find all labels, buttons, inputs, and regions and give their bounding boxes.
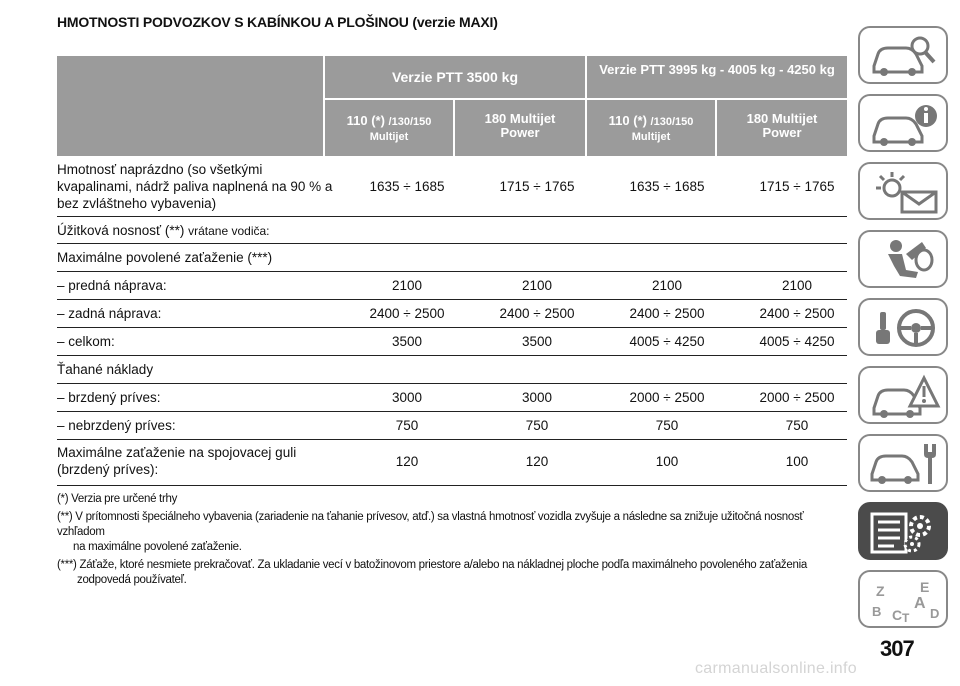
tab-airbag-seat[interactable]	[858, 230, 948, 288]
header-group-maxi	[587, 56, 847, 98]
row-label: – celkom:	[57, 334, 115, 349]
row-value: 2100	[521, 278, 553, 293]
table-row	[57, 383, 847, 411]
footnote: (***) Záťaže, ktoré nesmiete prekračovať. Za ukladanie vecí v batožinovom priestore a/alebo na nákladnej ploche podľa maximálneho povoleného zaťaženia	[57, 559, 807, 571]
footnote: (**) V prítomnosti špeciálneho vybavenia (zariadenie na ťahanie prívesov, atď.) sa vlastná hmotnosť vozidla zvyšuje a následne sa znižuje užitočná nosnosť vzhľadom	[57, 511, 804, 538]
table-row	[57, 327, 847, 355]
row-value: 3000	[391, 390, 423, 405]
tab-car-search[interactable]	[858, 26, 948, 84]
footnote: (*) Verzia pre určené trhy	[57, 493, 178, 505]
row-value: 4005 ÷ 4250	[629, 334, 705, 349]
table-header	[57, 56, 847, 156]
header-group-3500	[325, 56, 585, 98]
svg-text:Z: Z	[876, 583, 885, 599]
row-value: 2400 ÷ 2500	[629, 306, 705, 321]
row-value: 3000	[521, 390, 553, 405]
row-value: 1715 ÷ 1765	[499, 179, 575, 194]
tab-car-service[interactable]	[858, 434, 948, 492]
tab-steering-wheel[interactable]	[858, 298, 948, 356]
table-body	[57, 157, 847, 486]
footnote-continuation: na maximálne povolené zaťaženie.	[73, 541, 242, 553]
header-col-110-a-small: /130/150	[388, 116, 432, 128]
row-value: 120	[525, 454, 549, 469]
header-col-180-b-label: 180 Multijet Power	[746, 111, 818, 140]
tab-index[interactable]	[858, 570, 948, 628]
header-col-180-a	[455, 100, 585, 156]
table-row	[57, 411, 847, 439]
table-row	[57, 157, 847, 216]
row-label: – nebrzdený príves:	[57, 418, 176, 433]
header-col-180-a-label: 180 Multijet Power	[484, 111, 556, 140]
row-label: Ťahané náklady	[57, 362, 154, 377]
table-row	[57, 355, 847, 383]
header-col-110-b-sub: Multijet	[631, 131, 671, 143]
table-row	[57, 271, 847, 299]
header-blank-cell	[57, 56, 323, 156]
table-row	[57, 216, 847, 243]
header-group-maxi-label: Verzie PTT 3995 kg - 4005 kg - 4250 kg	[599, 62, 835, 77]
tab-warning-lights[interactable]	[858, 162, 948, 220]
header-group-3500-label: Verzie PTT 3500 kg	[391, 69, 519, 85]
header-col-110-a-sub: Multijet	[369, 131, 409, 143]
row-value: 2100	[781, 278, 813, 293]
row-value: 2400 ÷ 2500	[369, 306, 445, 321]
svg-text:E: E	[920, 579, 930, 595]
row-value: 2400 ÷ 2500	[759, 306, 835, 321]
tab-car-info[interactable]	[858, 94, 948, 152]
header-col-110-a-main: 110 (*)	[346, 113, 389, 128]
car-search-icon	[866, 32, 942, 80]
header-col-110-a	[325, 100, 453, 156]
row-value: 2100	[651, 278, 683, 293]
table-row	[57, 439, 847, 486]
row-value: 2100	[391, 278, 423, 293]
specifications-icon	[866, 508, 942, 556]
page-number: 307	[880, 636, 914, 661]
row-value: 1635 ÷ 1685	[369, 179, 445, 194]
index-icon	[866, 576, 942, 624]
row-value: 1635 ÷ 1685	[629, 179, 705, 194]
watermark: carmanualsonline.info	[695, 660, 857, 677]
airbag-seat-icon	[866, 236, 942, 284]
page-title: HMOTNOSTI PODVOZKOV S KABÍNKOU A PLOŠINOU (verzie MAXI)	[57, 14, 498, 30]
tab-car-warning[interactable]	[858, 366, 948, 424]
row-label-small: vrátane vodiča:	[188, 224, 270, 238]
svg-text:D: D	[930, 606, 940, 621]
svg-text:A: A	[914, 595, 926, 612]
table-row	[57, 299, 847, 327]
row-label: Hmotnosť naprázdno (so všetkými kvapalinami, nádrž paliva naplnená na 90 % a bez zvláštneho vybavenia)	[57, 162, 333, 211]
row-value: 2000 ÷ 2500	[759, 390, 835, 405]
row-value: 750	[525, 418, 549, 433]
footnotes	[57, 492, 847, 588]
row-label: – predná náprava:	[57, 278, 167, 293]
row-value: 3500	[521, 334, 553, 349]
tab-specifications[interactable]	[858, 502, 948, 560]
row-value: 2400 ÷ 2500	[499, 306, 575, 321]
row-value: 2000 ÷ 2500	[629, 390, 705, 405]
row-label: Maximálne povolené zaťaženie (***)	[57, 250, 273, 265]
car-service-icon	[866, 440, 942, 488]
row-value: 750	[785, 418, 809, 433]
header-col-110-b-small: /130/150	[650, 116, 694, 128]
row-value: 750	[655, 418, 679, 433]
car-info-icon	[866, 100, 942, 148]
svg-text:T: T	[902, 611, 910, 624]
row-label: – brzdený príves:	[57, 390, 161, 405]
svg-text:B: B	[872, 604, 882, 619]
header-col-110-b-main: 110 (*)	[608, 113, 651, 128]
row-value: 100	[655, 454, 679, 469]
row-label-main: Úžitková nosnosť (**)	[57, 223, 189, 238]
svg-text:C: C	[892, 607, 903, 623]
warning-lights-icon	[866, 168, 942, 216]
row-value: 3500	[391, 334, 423, 349]
row-label: – zadná náprava:	[57, 306, 162, 321]
table-row	[57, 243, 847, 271]
row-value: 1715 ÷ 1765	[759, 179, 835, 194]
footnote-continuation: zodpovedá používateľ.	[77, 574, 187, 586]
car-warning-icon	[866, 372, 942, 420]
header-col-180-b	[717, 100, 847, 156]
row-label	[57, 222, 337, 240]
row-label: Maximálne zaťaženie na spojovacej guli (brzdený príves):	[57, 445, 297, 477]
header-col-110-b	[587, 100, 715, 156]
steering-wheel-icon	[866, 304, 942, 352]
row-value: 750	[395, 418, 419, 433]
row-value: 100	[785, 454, 809, 469]
row-value: 120	[395, 454, 419, 469]
row-value: 4005 ÷ 4250	[759, 334, 835, 349]
